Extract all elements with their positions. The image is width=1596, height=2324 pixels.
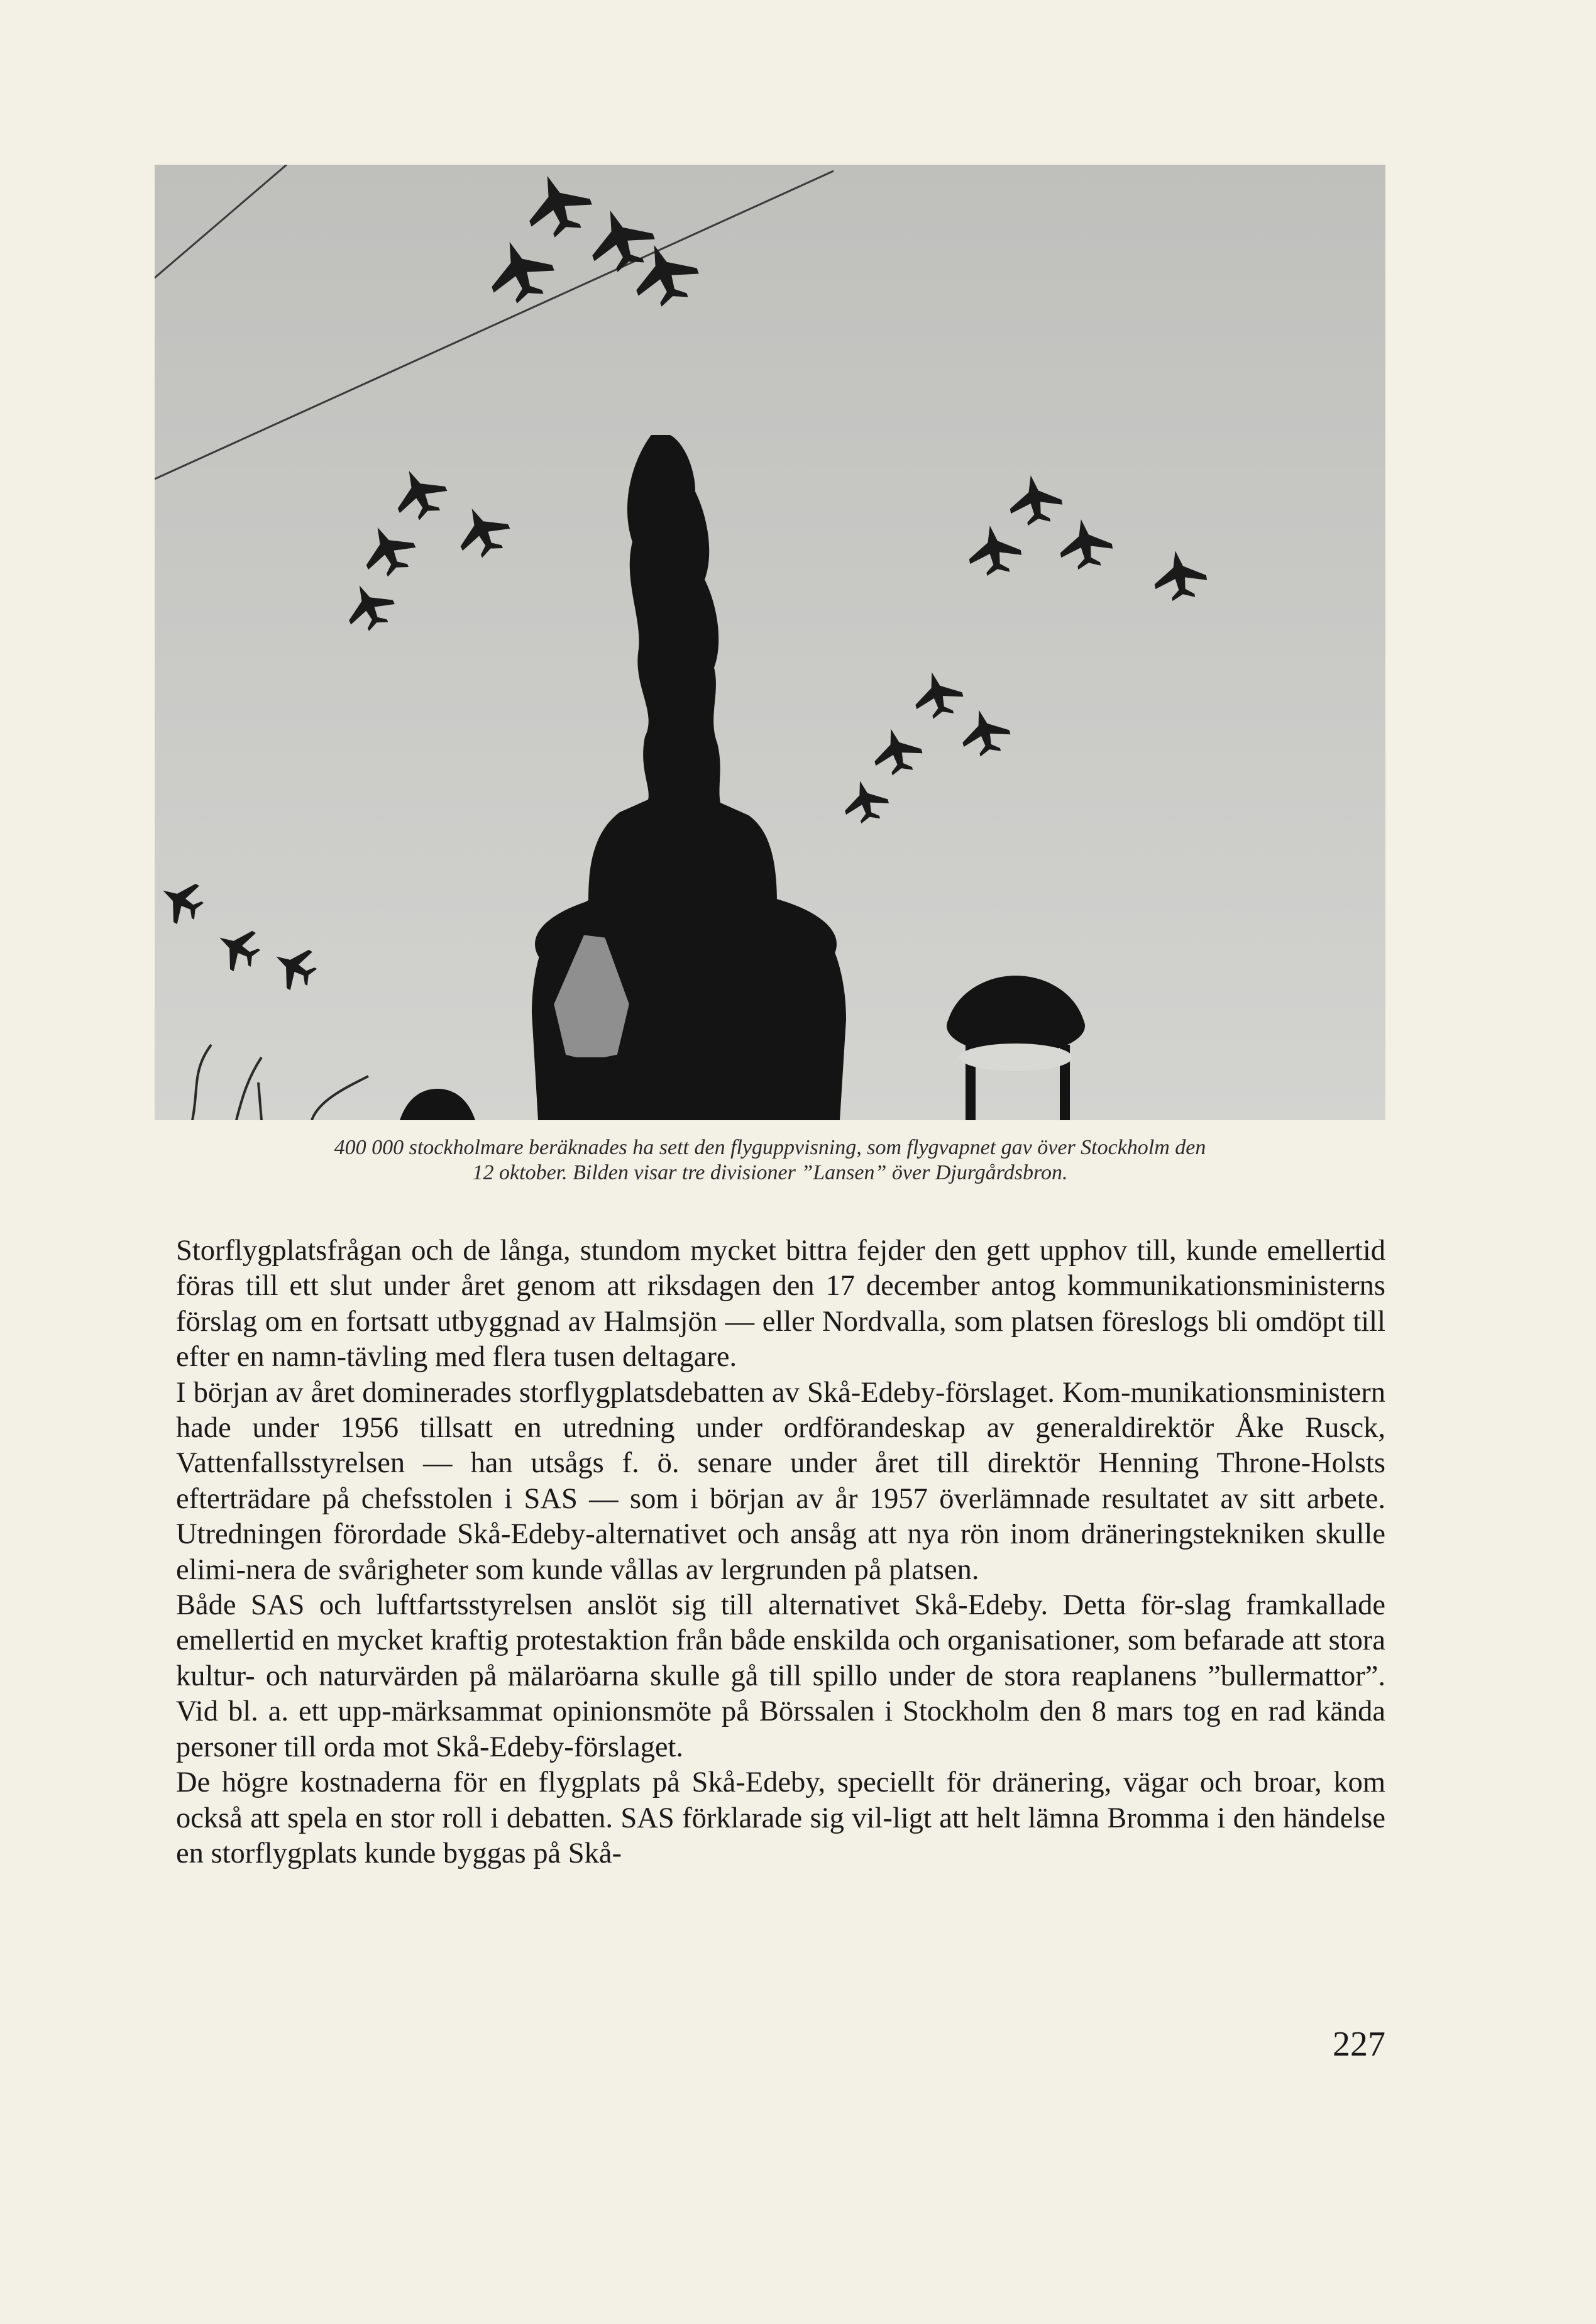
caption-line: 12 oktober. Bilden visar tre divisioner ”Lansen” över Djurgårdsbron. bbox=[472, 1161, 1068, 1184]
photograph bbox=[155, 165, 1385, 1120]
article-body bbox=[176, 1233, 1385, 1871]
paragraph: Både SAS och luftfartsstyrelsen anslöt sig till alternativet Skå-Edeby. Detta för-slag framkallade emellertid en mycket kraftig protestaktion från både enskilda och organisationer, som befarade att stora kultur- och naturvärden på mälaröarna skulle gå till spillo under de stora reaplanens ”bullermattor”. Vid bl. a. ett upp-märksammat opinionsmöte på Börssalen i Stockholm den 8 mars tog en rad kända personer till orda mot Skå-Edeby-förslaget. bbox=[176, 1589, 1385, 1763]
paragraph: I början av året dominerades storflygplatsdebatten av Skå-Edeby-förslaget. Kom-munikationsministern hade under 1956 tillsatt en utredning under ordförandeskap av generaldirektör Åke Rusck, Vattenfallsstyrelsen — han utsågs f. ö. senare under året till direktör Henning Throne-Holsts efterträdare på chefsstolen i SAS — som i början av år 1957 överlämnade resultatet av sitt arbete. Utredningen förordade Skå-Edeby-alternativet och ansåg att nya rön inom dräneringstekniken skulle elimi-nera de svårigheter som kunde vållas av lergrunden på platsen. bbox=[176, 1376, 1385, 1586]
photo-illustration bbox=[155, 165, 1385, 1120]
photo-caption bbox=[155, 1135, 1385, 1186]
paragraph: De högre kostnaderna för en flygplats på Skå-Edeby, speciellt för dränering, vägar och broar, kom också att spela en stor roll i debatten. SAS förklarade sig vil-ligt att helt lämna Bromma i den händelse en storflygplats kunde byggas på Skå- bbox=[176, 1766, 1385, 1870]
paragraph: Storflygplatsfrågan och de långa, stundom mycket bittra fejder den gett upphov till, kunde emellertid föras till ett slut under året genom att riksdagen den 17 december antog kommunikationsministerns förslag om en fortsatt utbyggnad av Halmsjön — eller Nordvalla, som platsen föreslogs bli omdöpt till efter en namn-tävling med flera tusen deltagare. bbox=[176, 1235, 1385, 1374]
page-number: 227 bbox=[1333, 2025, 1385, 2064]
caption-line: 400 000 stockholmare beräknades ha sett den flyguppvisning, som flygvapnet gav över Stockholm den bbox=[334, 1136, 1206, 1159]
